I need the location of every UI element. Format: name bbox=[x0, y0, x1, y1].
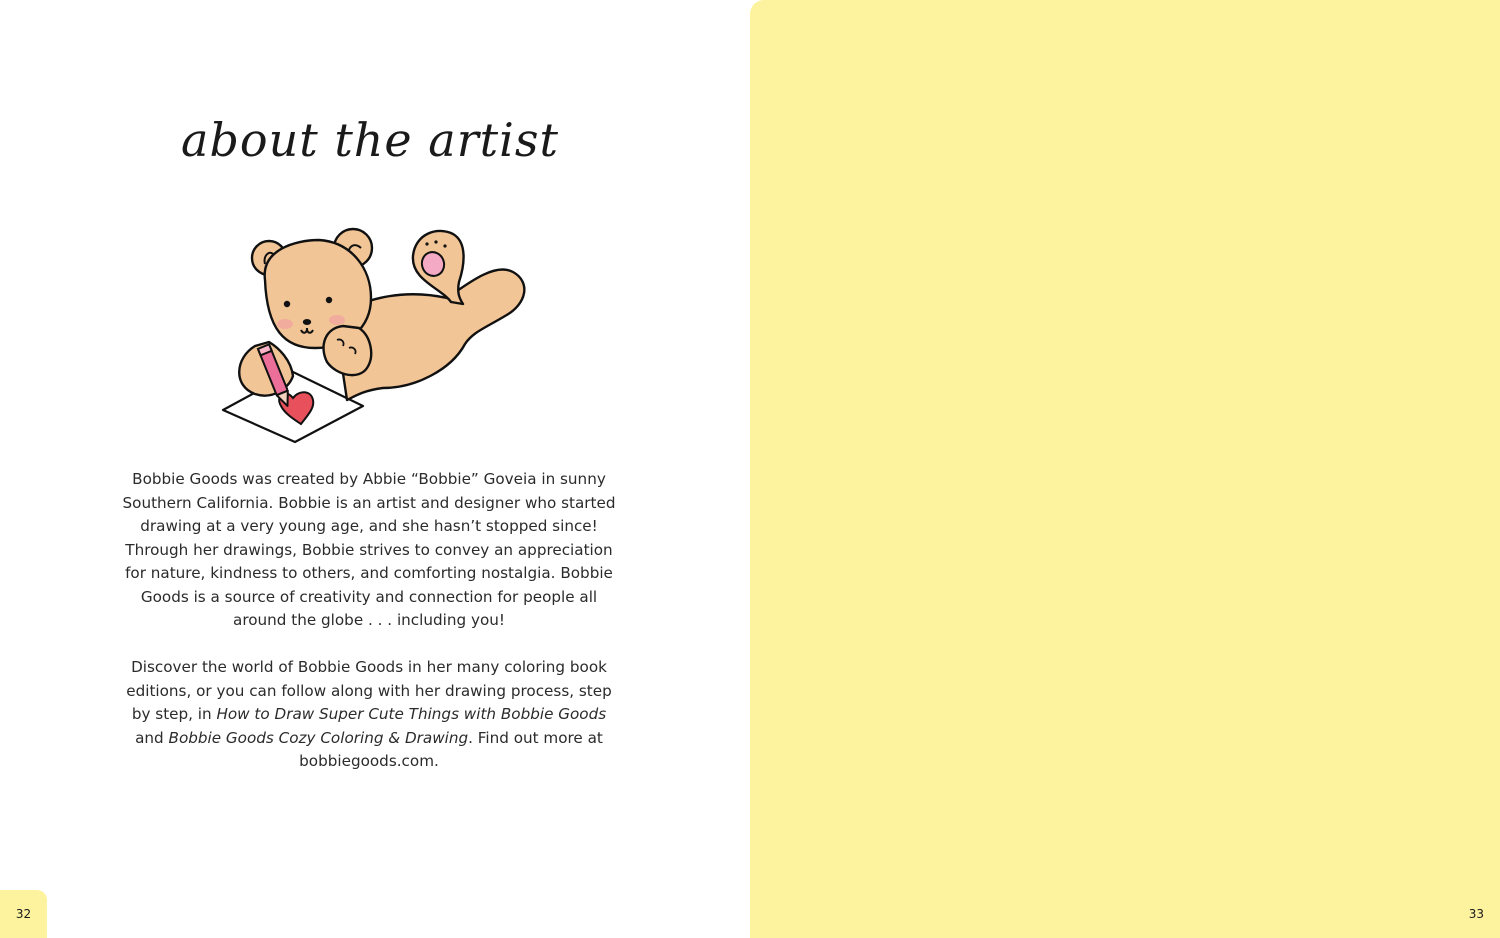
page-number-left: 32 bbox=[0, 890, 47, 938]
artist-bio bbox=[118, 468, 620, 797]
book-title-cozy-coloring: Bobbie Goods Cozy Coloring & Drawing bbox=[168, 728, 469, 747]
bear-drawing-heart-illustration bbox=[215, 220, 535, 450]
bio-paragraph-1: Bobbie Goods was created by Abbie “Bobbie” Goveia in sunny Southern California. Bobbie is an artist and designer who started drawing at a very young age, and she hasn’t stopped since! Through her drawings, Bobbie strives to convey an appreciation for nature, kindness to others, and comforting nostalgia. Bobbie Goods is a source of creativity and connection for people all around the globe . . . including you! bbox=[122, 470, 616, 629]
bear-eye-right bbox=[326, 297, 332, 303]
bio-text-segment: Discover the world of Bobbie Goods in her many coloring book editions, or you can follow along with her drawing process, step by step, in bbox=[126, 658, 612, 723]
book-title-how-to-draw: How to Draw Super Cute Things with Bobbie Goods bbox=[216, 705, 607, 723]
right-page-yellow bbox=[750, 0, 1500, 938]
bio-text-segment: . Find out more at bobbiegoods.com. bbox=[299, 728, 603, 770]
bear-eye-left bbox=[284, 301, 290, 307]
page-number-right: 33 bbox=[1468, 907, 1484, 921]
bio-text-segment: and bbox=[135, 728, 169, 747]
bio-paragraph-2 bbox=[118, 656, 620, 774]
bear-arm-right bbox=[324, 326, 372, 375]
bear-nose bbox=[303, 319, 311, 325]
page-title: about the artist bbox=[181, 113, 559, 167]
